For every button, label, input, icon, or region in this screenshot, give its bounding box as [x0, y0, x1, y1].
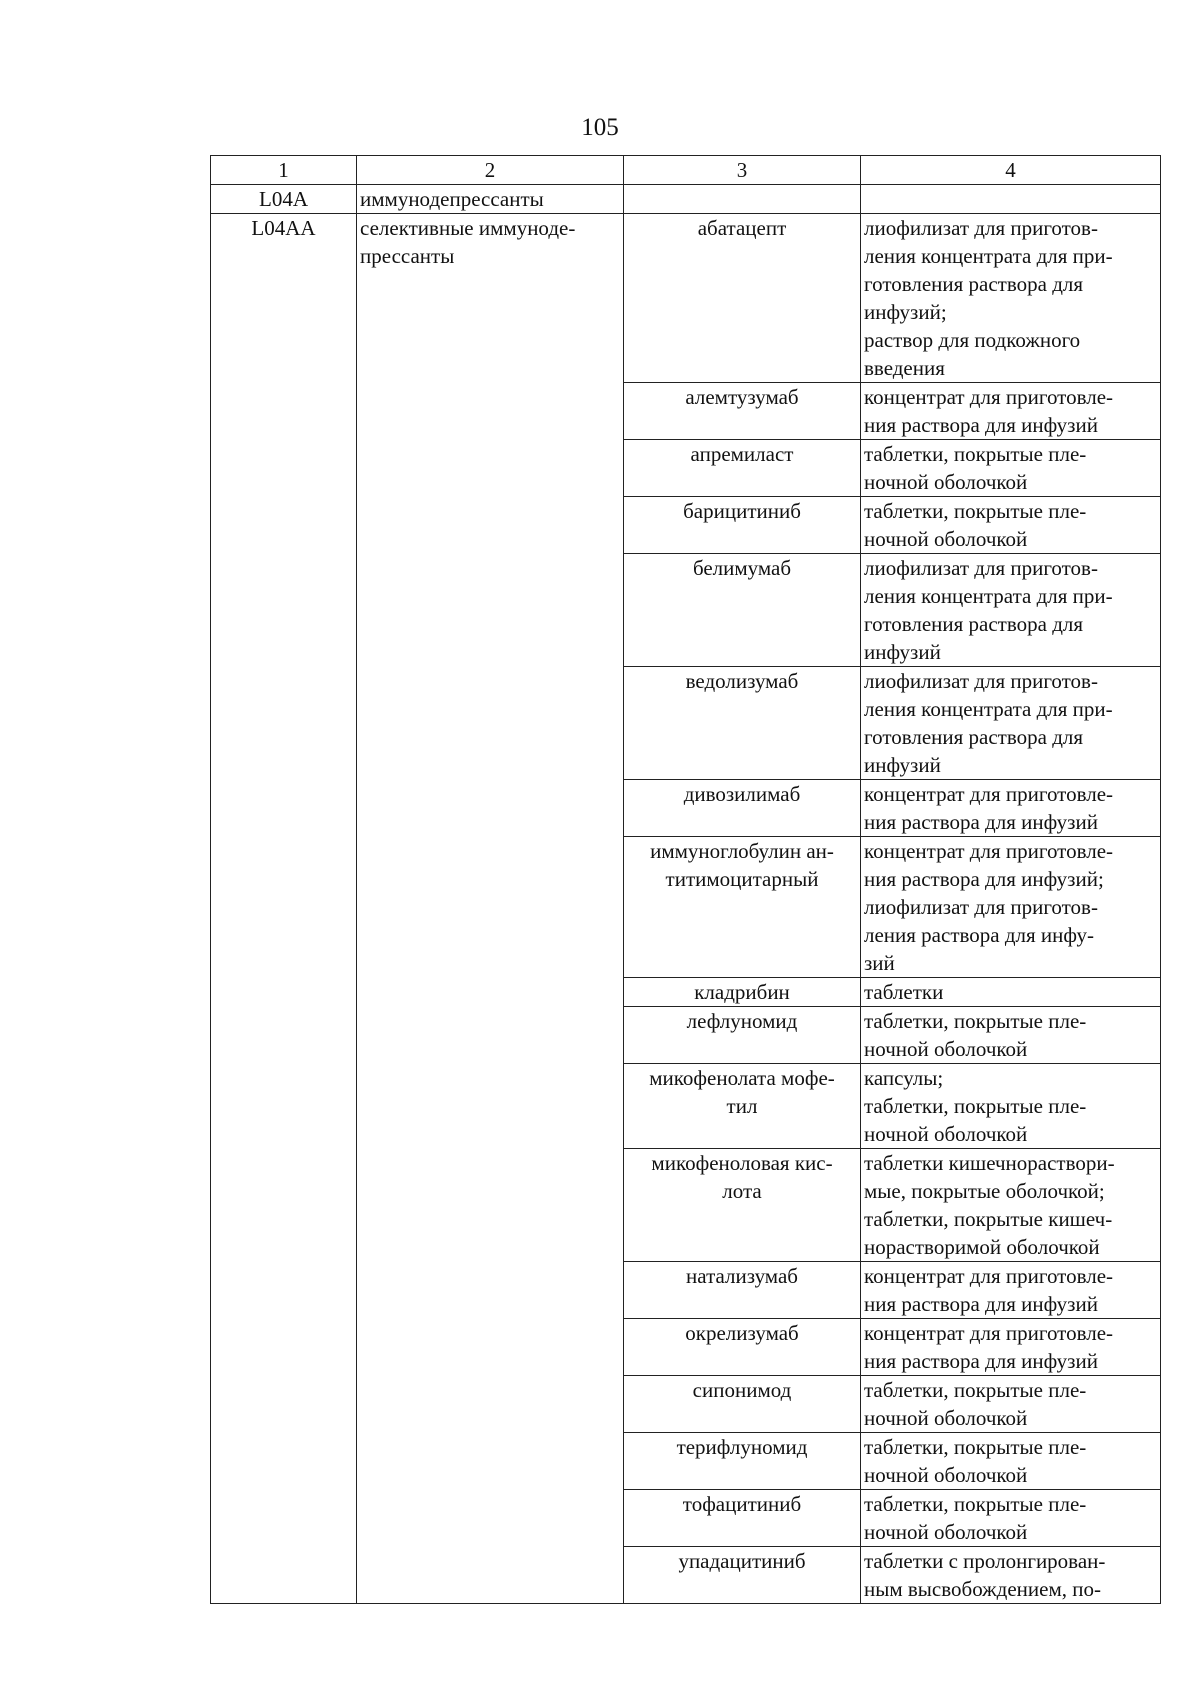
- drug-name: окрелизумаб: [624, 1319, 861, 1376]
- dosage-form: лиофилизат для приготов- ления концентрата для при- готовления раствора для инфузий; раствор для подкожного введения: [861, 214, 1161, 383]
- drug-name: терифлуномид: [624, 1433, 861, 1490]
- drug-name: барицитиниб: [624, 497, 861, 554]
- dosage-form: таблетки кишечнораствори- мые, покрытые оболочкой; таблетки, покрытые кишеч- норастворимой оболочкой: [861, 1149, 1161, 1262]
- drug-name: кладрибин: [624, 978, 861, 1007]
- dosage-form: концентрат для приготовле- ния раствора для инфузий; лиофилизат для приготов- ления раствора для инфу- зий: [861, 837, 1161, 978]
- group-row: [211, 185, 1161, 214]
- drug-name: лефлуномид: [624, 1007, 861, 1064]
- drug-name: иммуноглобулин ан- титимоцитарный: [624, 837, 861, 978]
- dosage-form: таблетки, покрытые пле- ночной оболочкой: [861, 440, 1161, 497]
- dosage-form: капсулы; таблетки, покрытые пле- ночной оболочкой: [861, 1064, 1161, 1149]
- drug-name: упадацитиниб: [624, 1547, 861, 1604]
- table-row: [211, 214, 1161, 383]
- drug-name: микофеноловая кис- лота: [624, 1149, 861, 1262]
- dosage-form: лиофилизат для приготов- ления концентрата для при- готовления раствора для инфузий: [861, 554, 1161, 667]
- dosage-form: концентрат для приготовле- ния раствора для инфузий: [861, 1262, 1161, 1319]
- dosage-form: концентрат для приготовле- ния раствора для инфузий: [861, 383, 1161, 440]
- drug-name: натализумаб: [624, 1262, 861, 1319]
- dosage-form: таблетки с пролонгирован- ным высвобождением, по-: [861, 1547, 1161, 1604]
- drug-name: апремиласт: [624, 440, 861, 497]
- drug-name: белимумаб: [624, 554, 861, 667]
- dosage-form: таблетки, покрытые пле- ночной оболочкой: [861, 497, 1161, 554]
- dosage-form: таблетки, покрытые пле- ночной оболочкой: [861, 1433, 1161, 1490]
- drug-name: сипонимод: [624, 1376, 861, 1433]
- table-header-row: [211, 156, 1161, 185]
- page-number: 105: [581, 114, 619, 141]
- dosage-form: таблетки, покрытые пле- ночной оболочкой: [861, 1007, 1161, 1064]
- group-drug-cell: [624, 185, 861, 214]
- drug-name: алемтузумаб: [624, 383, 861, 440]
- column-header-3: 3: [624, 156, 861, 185]
- drug-name: микофенолата мофе- тил: [624, 1064, 861, 1149]
- dosage-form: концентрат для приготовле- ния раствора для инфузий: [861, 1319, 1161, 1376]
- group-form-cell: [861, 185, 1161, 214]
- drug-name: дивозилимаб: [624, 780, 861, 837]
- dosage-form: таблетки: [861, 978, 1161, 1007]
- subgroup-name: селективные иммуноде- прессанты: [357, 214, 624, 1604]
- dosage-form: таблетки, покрытые пле- ночной оболочкой: [861, 1490, 1161, 1547]
- group-code: L04A: [211, 185, 357, 214]
- dosage-form: таблетки, покрытые пле- ночной оболочкой: [861, 1376, 1161, 1433]
- column-header-2: 2: [357, 156, 624, 185]
- dosage-form: концентрат для приготовле- ния раствора для инфузий: [861, 780, 1161, 837]
- drug-table: [210, 155, 1161, 1604]
- column-header-1: 1: [211, 156, 357, 185]
- subgroup-code: L04AA: [211, 214, 357, 1604]
- drug-name: тофацитиниб: [624, 1490, 861, 1547]
- group-name: иммунодепрессанты: [357, 185, 624, 214]
- drug-name: абатацепт: [624, 214, 861, 383]
- drug-name: ведолизумаб: [624, 667, 861, 780]
- dosage-form: лиофилизат для приготов- ления концентрата для при- готовления раствора для инфузий: [861, 667, 1161, 780]
- column-header-4: 4: [861, 156, 1161, 185]
